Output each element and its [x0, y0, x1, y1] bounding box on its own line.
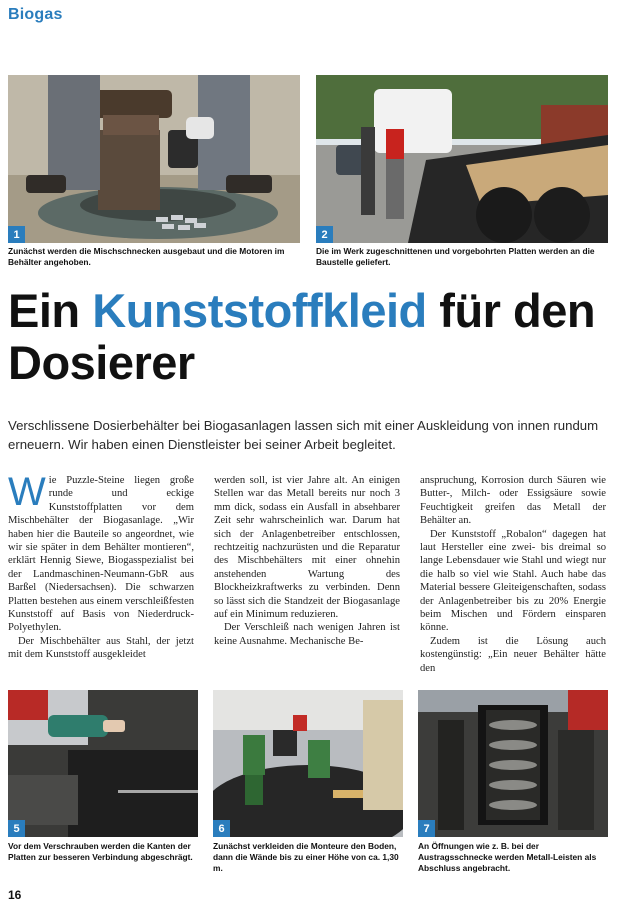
lead-paragraph: Verschlissene Dosierbehälter bei Biogasanlagen lassen sich mit einer Auskleidung von innen rundum erneuern. Wir haben einen Dienstleister bei seiner Arbeit begleitet. — [8, 418, 599, 452]
photo-6 — [213, 690, 403, 837]
photo-7-number: 7 — [418, 820, 435, 837]
photo-6-number: 6 — [213, 820, 230, 837]
headline-highlight: Kunststoffkleid — [92, 284, 427, 337]
photo-5-number: 5 — [8, 820, 25, 837]
photo-1-caption: Zunächst werden die Mischschnecken ausgebaut und die Motoren im Behälter angehoben. — [8, 246, 285, 267]
article-column-1 — [8, 470, 194, 662]
photo-2-number: 2 — [316, 226, 333, 243]
article-column-3 — [420, 474, 606, 675]
photo-5 — [8, 690, 198, 837]
col1-para-2: Der Mischbehälter aus Stahl, der jetzt mit dem Kunststoff ausgekleidet — [8, 635, 194, 661]
headline-pre: Ein — [8, 284, 93, 337]
col3-para-3: Zudem ist die Lösung auch kostengünstig: „Ein neuer Behälter hätte den — [420, 635, 606, 674]
col2-para-1: werden soll, ist vier Jahre alt. An einigen Stellen war das Metall bereits nur noch 3 mm dick, sodass ein Ausfall in absehbarer Zeit sehr wahrscheinlich war. Darum hat sich der Anlagenbetreiber entschlossen, rechtzeitig nachzurüsten und die Reparatur des Mischbehälters mit einer ohnehin anstehenden Wartung des Blockheizkraftwerks zu verbinden. Denn so lässt sich die Standzeit der Biogasanlage auf ein Minimum reduzieren. — [214, 475, 400, 621]
article-column-2 — [214, 474, 400, 648]
photo-5-caption: Vor dem Verschrauben werden die Kanten der Platten zur besseren Verbindung abgeschrägt. — [8, 841, 193, 862]
photo-2-caption: Die im Werk zugeschnittenen und vorgebohrten Platten werden an die Baustelle geliefert. — [316, 246, 595, 267]
headline-post: für den Dosierer — [8, 284, 596, 389]
photo-7-caption: An Öffnungen wie z. B. bei der Austragsschnecke werden Metall-Leisten als Abschluss angebracht. — [418, 841, 597, 873]
section-label: Biogas — [8, 6, 63, 23]
col1-para-1 — [8, 470, 194, 635]
col3-para-2: Der Kunststoff „Robalon“ dagegen hat laut Hersteller eine zwei- bis dreimal so lange Lebensdauer wie Stahl und wiegt nur die halb so viel wie Stahl. Auch habe das Material bessere Gleiteigenschaften, sodass der Anlagenbetreiber bis zu 20% Energie beim Mischen und Fördern einsparen könne. — [420, 528, 606, 634]
photo-7 — [418, 690, 608, 837]
headline — [8, 285, 608, 389]
drop-cap: W — [8, 470, 46, 514]
col1-para-1-text: ie Puzzle-Steine liegen große runde und eckige Kunststoffplatten vor dem Mischbehälter der Biogasanlage. „Wir haben hier die Bauteile so angeordnet, wie wir sie später in dem Behälter montieren“, erklärt Hennig Siewe, Biogasspezialist bei der Landmaschinen-Neumann-GbR aus Barßel (Niedersachsen). Die schwarzen Platten bestehen aus einem verschleißfesten Kunststoff auf Basis von Niederdruck-Polyethylen. — [8, 475, 194, 634]
photo-2 — [316, 75, 608, 243]
photo-1 — [8, 75, 300, 243]
col3-para-1: anspruchung, Korrosion durch Säuren wie Butter-, Milch- oder Essigsäure sowie Feuchtigkeit greifen das Metall der Behälter an. — [420, 475, 606, 527]
photo-6-caption: Zunächst verkleiden die Monteure den Boden, dann die Wände bis zu einer Höhe von ca. 1,30 m. — [213, 841, 399, 873]
col2-para-2: Der Verschleiß nach wenigen Jahren ist keine Ausnahme. Mechanische Be- — [214, 622, 400, 647]
page-number: 16 — [8, 888, 22, 902]
photo-1-number: 1 — [8, 226, 25, 243]
